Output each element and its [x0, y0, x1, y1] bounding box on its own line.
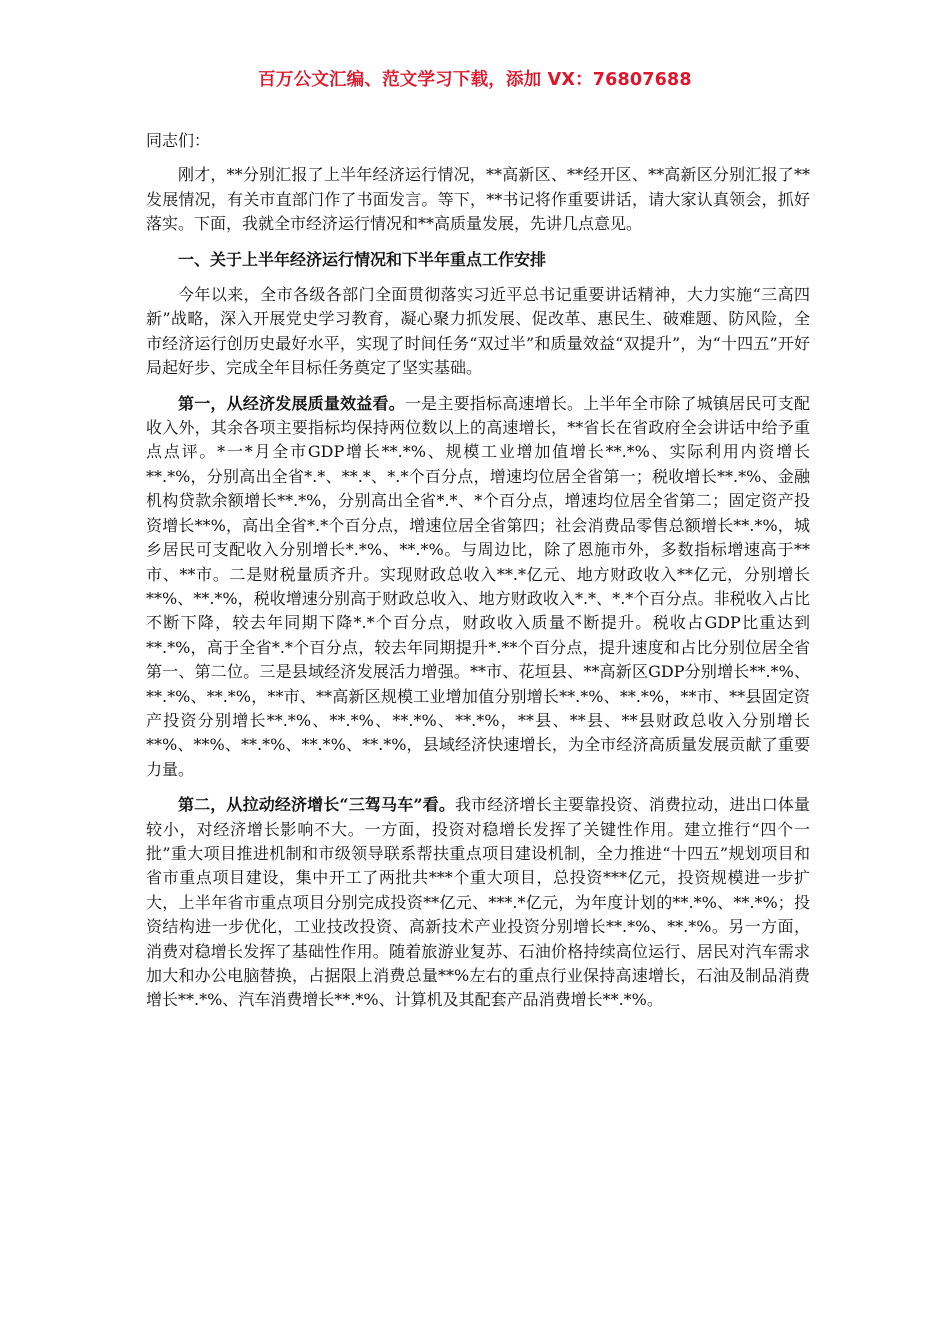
point-two-text: 我市经济增长主要靠投资、消费拉动，进出口体量较小，对经济增长影响不大。一方面，投资对稳增长发挥了关键性作用。建立推行“四个一批”重大项目推进机制和市级领导联系帮扶重点项目建设机制，全力推进“十四五”规划项目和省市重点项目建设，集中开工了两批共***个重大项目，总投资***亿元，投资规模进一步扩大，上半年省市重点项目分别完成投资**亿元、***.*亿元，为年度计划的**.*%、**.*%；投资结构进一步优化，工业技改投资、高新技术产业投资分别增长**.*%、**.*%。另一方面，消费对稳增长发挥了基础性作用。随着旅游业复苏、石油价格持续高位运行、居民对汽车需求加大和办公电脑替换，占据限上消费总量**%左右的重点行业保持高速增长，石油及制品消费增长**.*%、汽车消费增长**.*%、计算机及其配套产品消费增长**.*%。 — [146, 795, 810, 1010]
point-two-lead: 第二，从拉动经济增长“三驾马车”看。 — [178, 795, 455, 815]
point-one-paragraph — [146, 392, 810, 783]
section-paragraph: 今年以来，全市各级各部门全面贯彻落实习近平总书记重要讲话精神，大力实施“三高四新”战略，深入开展党史学习教育，凝心聚力抓发展、促改革、惠民生、破难题、防风险，全市经济运行创历史最好水平，实现了时间任务“双过半”和质量效益“双提升”，为“十四五”开好局起好步、完成全年目标任务奠定了坚实基础。 — [146, 285, 810, 378]
document-body — [146, 129, 810, 1024]
intro-paragraph: 刚才，**分别汇报了上半年经济运行情况，**高新区、**经开区、**高新区分别汇报了**发展情况，有关市直部门作了书面发言。等下，**书记将作重要讲话，请大家认真领会，抓好落实。下面，我就全市经济运行情况和**高质量发展，先讲几点意见。 — [146, 165, 810, 234]
point-two-paragraph — [146, 793, 810, 1013]
point-one-lead: 第一，从经济发展质量效益看。 — [178, 393, 405, 413]
point-one-text: 一是主要指标高速增长。上半年全市除了城镇居民可支配收入外，其余各项主要指标均保持两位数以上的高速增长，**省长在省政府全会讲话中给予重点点评。*一*月全市GDP增长**.*%、规模工业增加值增长**.*%、实际利用内资增长**.*%，分别高出全省*.*、**.*、*.*个百分点，增速均位居全省第一；税收增长**.*%、金融机构贷款余额增长**.*%，分别高出全省*.*、*个百分点，增速均位居全省第二；固定资产投资增长**%，高出全省*.*个百分点，增速位居全省第四；社会消费品零售总额增长**.*%，城乡居民可支配收入分别增长*.*%、**.*%。与周边比，除了恩施市外，多数指标增速高于**市、**市。二是财税量质齐升。实现财政总收入**.*亿元、地方财政收入**亿元，分别增长**%、**.*%，税收增速分别高于财政总收入、地方财政收入*.*、*.*个百分点。非税收入占比不断下降，较去年同期下降*.*个百分点，财政收入质量不断提升。税收占GDP比重达到**.*%，高于全省*.*个百分点，较去年同期提升*.**个百分点，提升速度和占比分别位居全省第一、第二位。三是县域经济发展活力增强。**市、花垣县、**高新区GDP分别增长**.*%、**.*%、**.*%，**市、**高新区规模工业增加值分别增长**.*%、**.*%，**市、**县固定资产投资分别增长**.*%、**.*%、**.*%、**.*%，**县、**县、**县财政总收入分别增长**%、**%、**.*%、**.*%、**.*%，县域经济快速增长，为全市经济高质量发展贡献了重要力量。 — [146, 393, 810, 779]
header-banner: 百万公文汇编、范文学习下载，添加 VX：76807688 — [258, 70, 692, 90]
salutation: 同志们： — [146, 131, 211, 150]
section-heading: 一、关于上半年经济运行情况和下半年重点工作安排 — [178, 249, 547, 269]
